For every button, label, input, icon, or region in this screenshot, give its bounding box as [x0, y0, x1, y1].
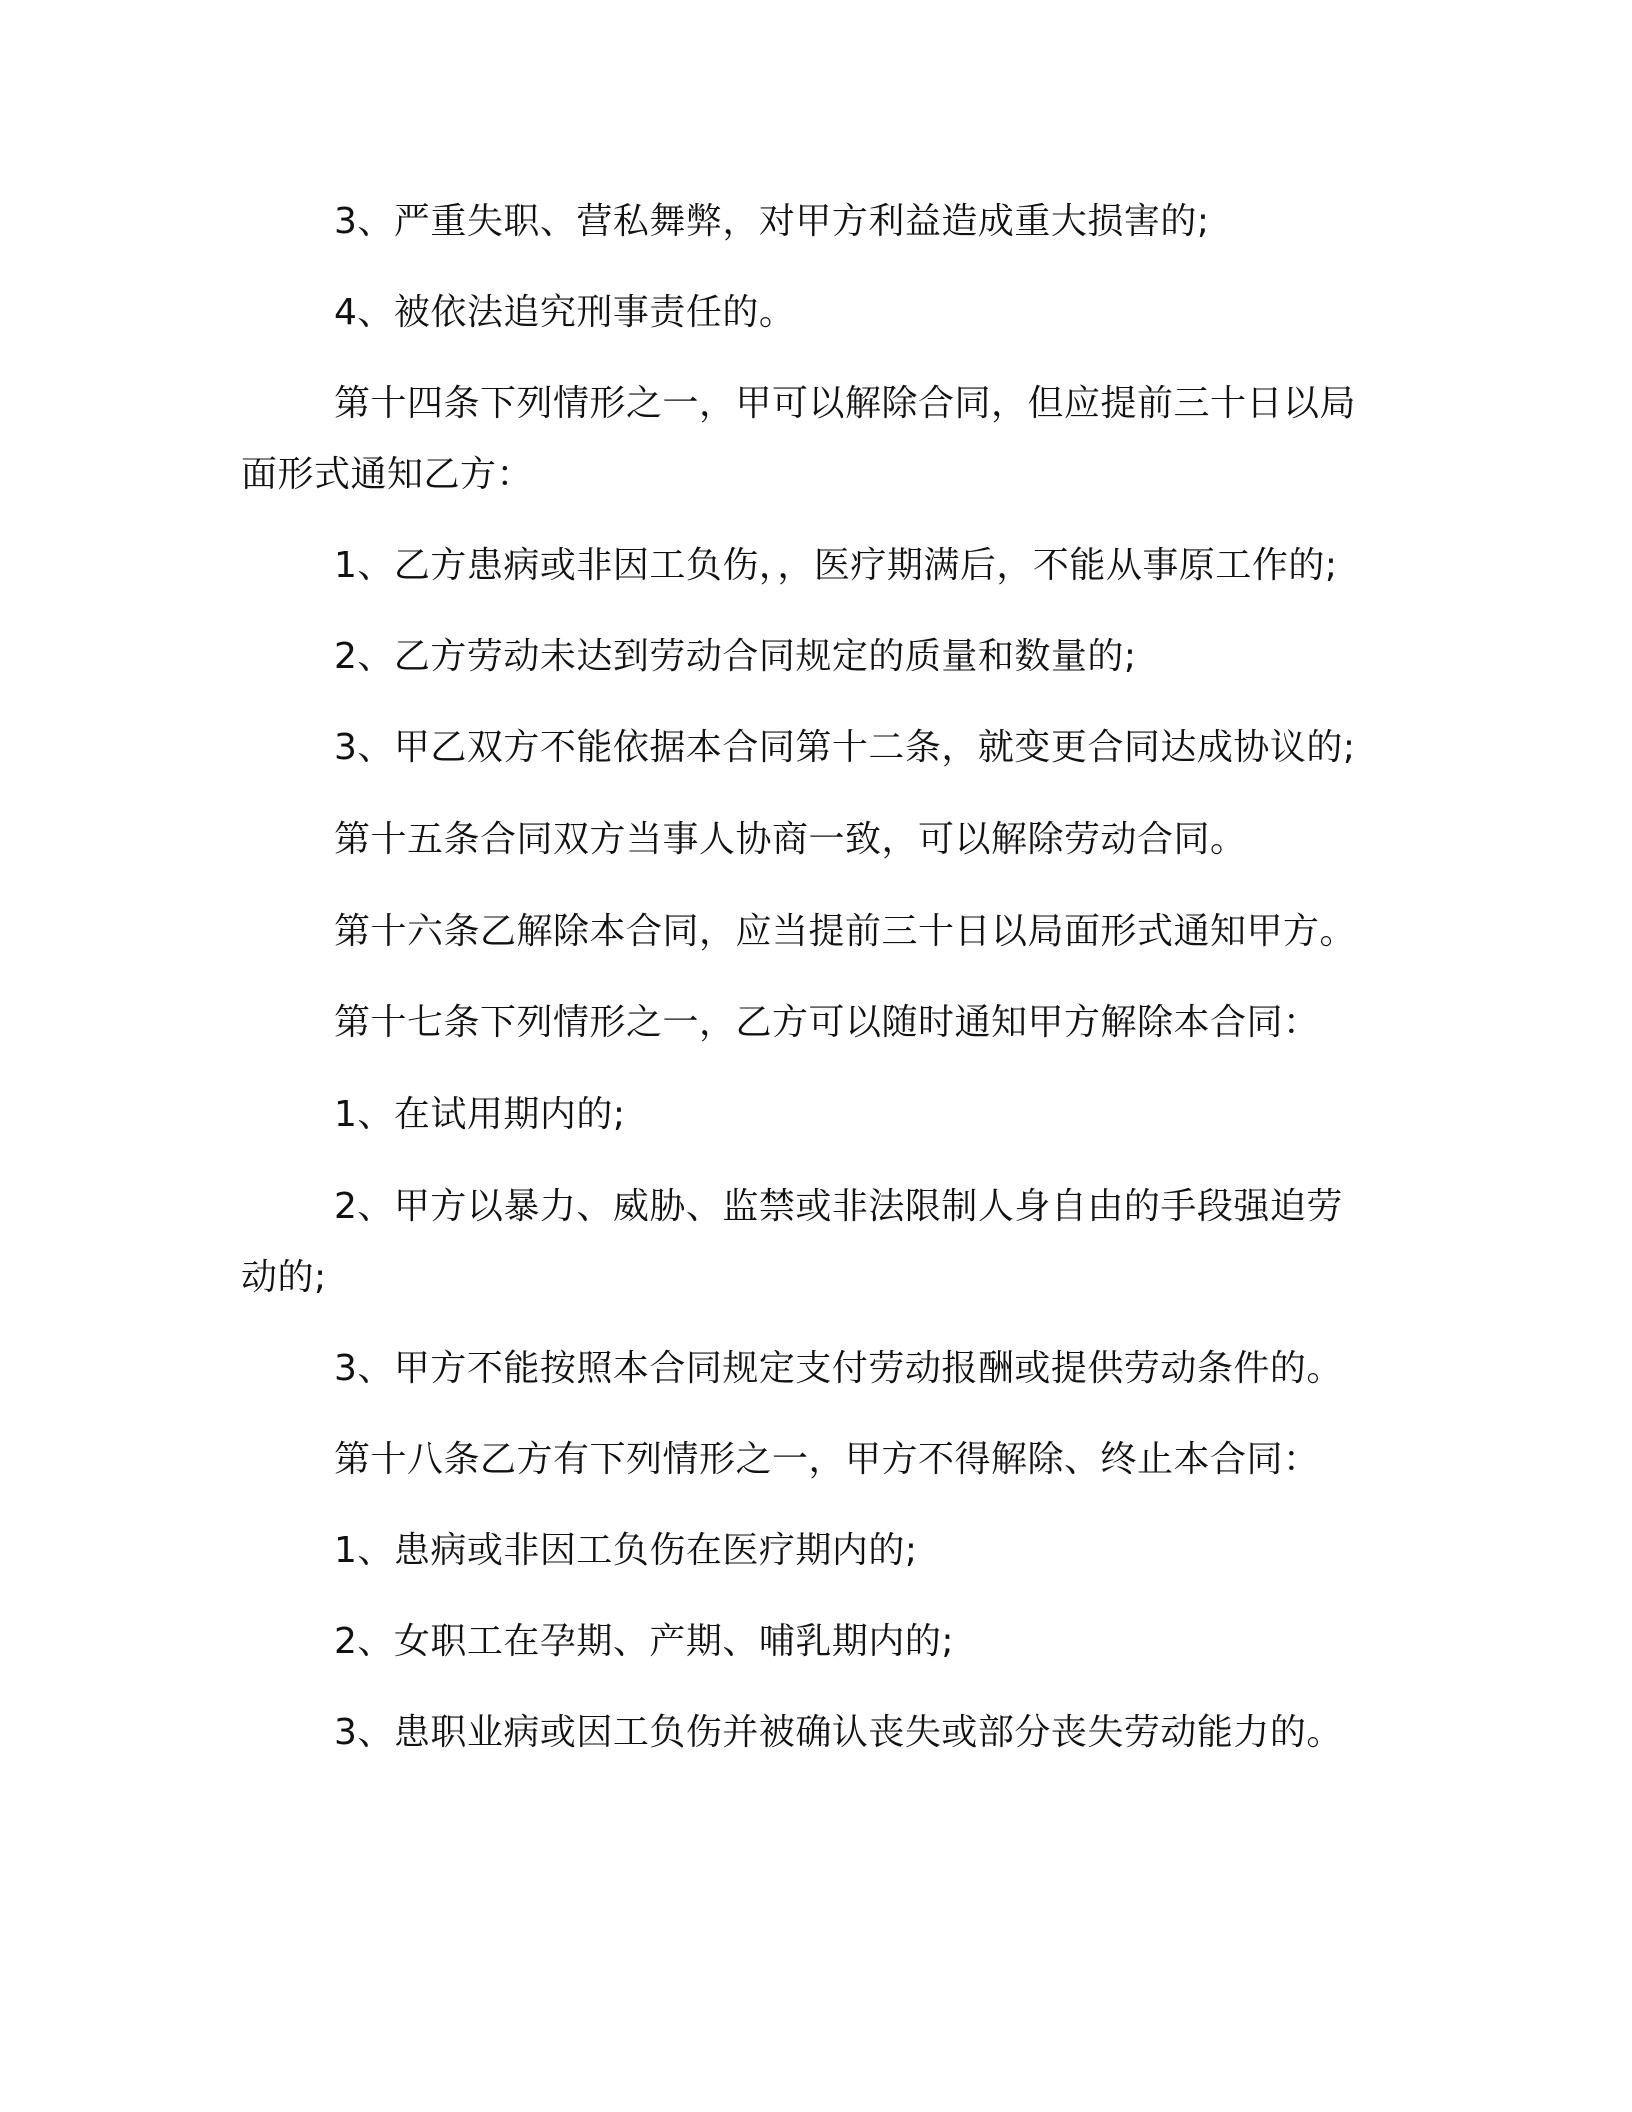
article-15: 第十五条合同双方当事人协商一致，可以解除劳动合同。 [334, 819, 1247, 860]
item-3-serious-misconduct: 3、严重失职、营私舞弊，对甲方利益造成重大损害的; [334, 201, 1210, 242]
article-17-item-2-line-2: 动的; [241, 1257, 327, 1298]
article-18: 第十八条乙方有下列情形之一，甲方不得解除、终止本合同： [334, 1439, 1320, 1480]
article-14-item-1: 1、乙方患病或非因工负伤，，医疗期满后，不能从事原工作的; [334, 545, 1338, 586]
article-17: 第十七条下列情形之一，乙方可以随时通知甲方解除本合同： [334, 1002, 1320, 1043]
article-18-item-2: 2、女职工在孕期、产期、哺乳期内的; [334, 1621, 955, 1662]
article-18-item-1: 1、患病或非因工负伤在医疗期内的; [334, 1530, 918, 1571]
article-17-item-2-line-1: 2、甲方以暴力、威胁、监禁或非法限制人身自由的手段强迫劳 [334, 1186, 1343, 1227]
article-16: 第十六条乙解除本合同，应当提前三十日以局面形式通知甲方。 [334, 911, 1357, 952]
item-4-criminal-liability: 4、被依法追究刑事责任的。 [334, 292, 796, 333]
article-14-item-3: 3、甲乙双方不能依据本合同第十二条，就变更合同达成协议的; [334, 727, 1356, 768]
article-14-item-2: 2、乙方劳动未达到劳动合同规定的质量和数量的; [334, 636, 1137, 677]
article-17-item-3: 3、甲方不能按照本合同规定支付劳动报酬或提供劳动条件的。 [334, 1348, 1343, 1389]
article-14-line-1: 第十四条下列情形之一，甲可以解除合同，但应提前三十日以局 [334, 383, 1357, 424]
article-14-line-2: 面形式通知乙方： [241, 454, 534, 495]
article-17-item-1: 1、在试用期内的; [334, 1094, 626, 1135]
article-18-item-3: 3、患职业病或因工负伤并被确认丧失或部分丧失劳动能力的。 [334, 1712, 1343, 1753]
